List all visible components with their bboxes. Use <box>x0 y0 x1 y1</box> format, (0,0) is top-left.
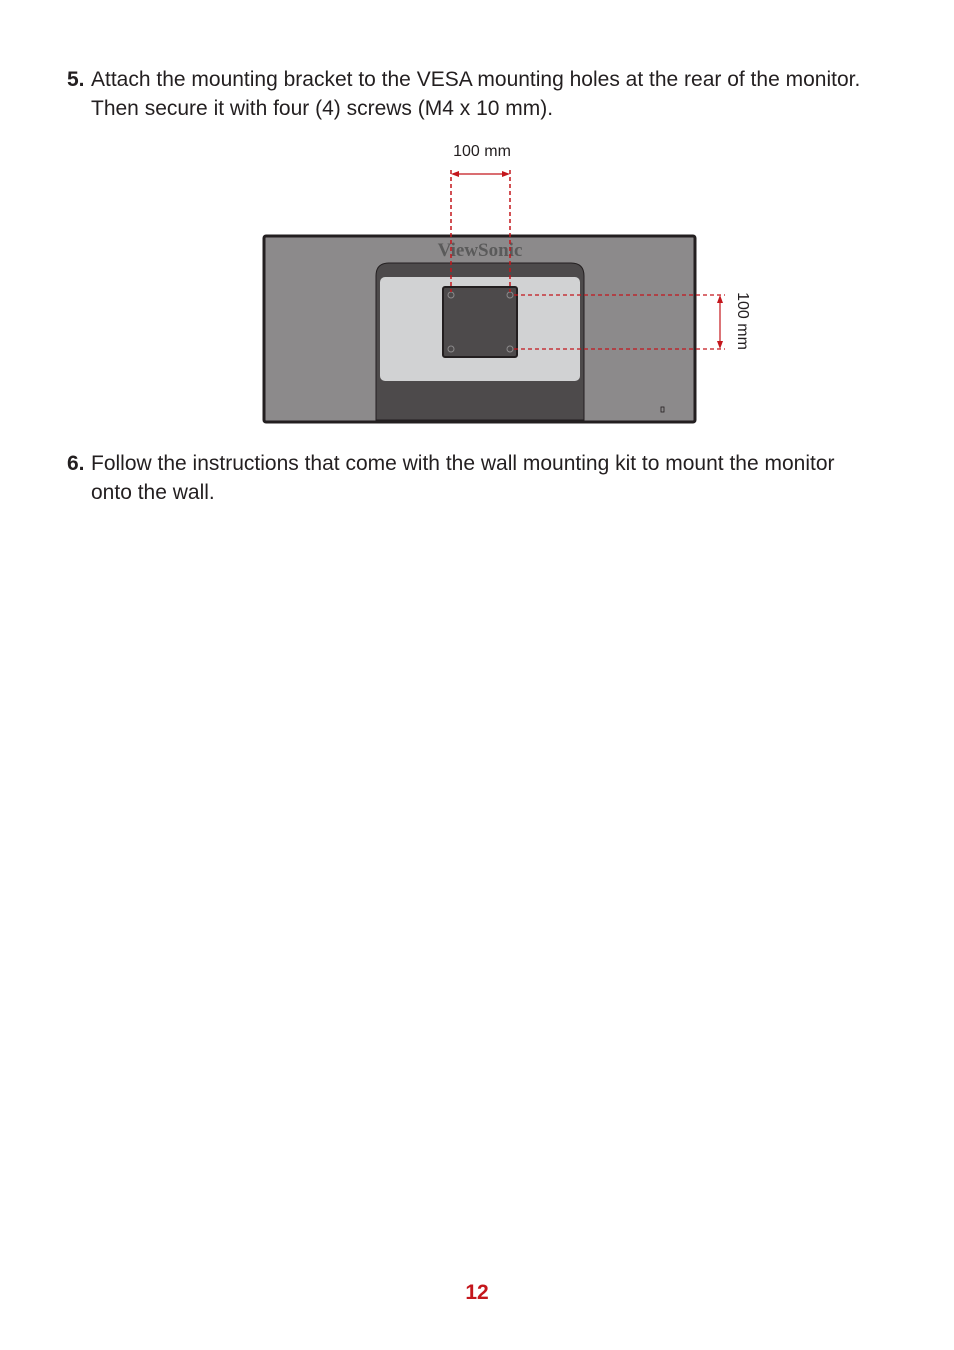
brand-logo: ViewSonic <box>437 240 523 261</box>
step-number: 5. <box>67 68 85 91</box>
step-6 <box>67 449 867 507</box>
step-text: Follow the instructions that come with the wall mounting kit to mount the monitor onto the wall. <box>91 452 835 504</box>
page-number: 12 <box>465 1281 489 1304</box>
step-number: 6. <box>67 452 85 475</box>
vesa-bracket <box>443 287 517 357</box>
vesa-mount-diagram <box>0 0 954 440</box>
vertical-dimension-label: 100 mm <box>734 292 751 350</box>
step-text: Attach the mounting bracket to the VESA mounting holes at the rear of the monitor. Then secure it with four (4) screws (M4 x 10 mm). <box>91 68 861 120</box>
horizontal-dimension-label: 100 mm <box>453 143 511 160</box>
